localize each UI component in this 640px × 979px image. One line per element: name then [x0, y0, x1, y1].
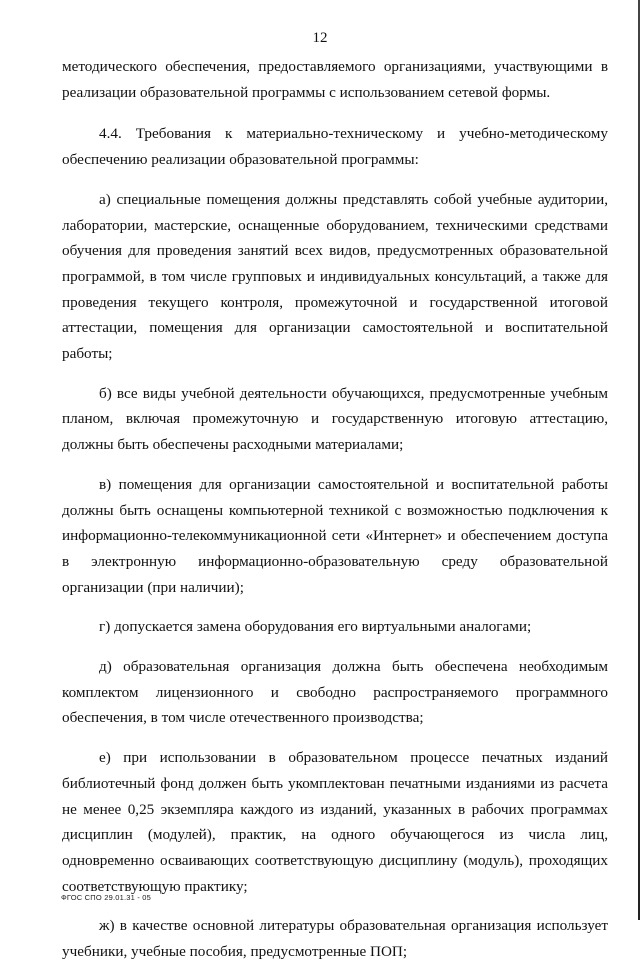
document-body	[62, 54, 608, 979]
paragraph-continuation: методического обеспечения, предоставляемого организациями, участвующими в реализации образовательной программы с использованием сетевой формы.	[62, 58, 608, 101]
paragraph-section-4-4: 4.4. Требования к материально-техническому и учебно-методическому обеспечению реализации образовательной программы:	[62, 125, 608, 169]
document-footer: ФГОС СПО 29.01.31 - 05	[61, 893, 152, 902]
paragraph-item-v: в) помещения для организации самостоятельной и воспитательной работы должны быть оснащены компьютерной техникой с возможностью подключения к информационно-телекоммуникационной сети «Интернет» и обеспечением доступа в электронную информационно-образовательную среду образовательной организации (при наличии);	[62, 475, 608, 596]
paragraph-item-d: д) образовательная организация должна быть обеспечена необходимым комплектом лицензионного и свободно распространяемого программного обеспечения, в том числе отечественного производства;	[62, 658, 608, 727]
paragraph-item-g: г) допускается замена оборудования его виртуальными аналогами;	[99, 618, 532, 636]
paragraph-item-a: а) специальные помещения должны представлять собой учебные аудитории, лаборатории, мастерские, оснащенные оборудованием, техническими средствами обучения для проведения занятий всех видов, предусмотренных образовательной программой, в том числе групповых и индивидуальных консультаций, а также для проведения текущего контроля, промежуточной и государственной итоговой аттестации, помещения для организации самостоятельной и воспитательной работы;	[62, 190, 608, 363]
page-number: 12	[312, 30, 328, 46]
paragraph-item-zh: ж) в качестве основной литературы образовательная организация использует учебники, учебные пособия, предусмотренные ПОП;	[62, 917, 608, 961]
paragraph-item-e: е) при использовании в образовательном процессе печатных изданий библиотечный фонд должен быть укомплектован печатными изданиями из расчета не менее 0,25 экземпляра каждого из изданий, указанных в рабочих программах дисциплин (модулей), практик, на одного обучающегося из числа лиц, одновременно осваивающих соответствующую дисциплину (модуль), проходящих соответствующую практику;	[62, 749, 608, 895]
paragraph-item-b: б) все виды учебной деятельности обучающихся, предусмотренные учебным планом, включая промежуточную и государственную итоговую аттестацию, должны быть обеспечены расходными материалами;	[62, 384, 608, 454]
